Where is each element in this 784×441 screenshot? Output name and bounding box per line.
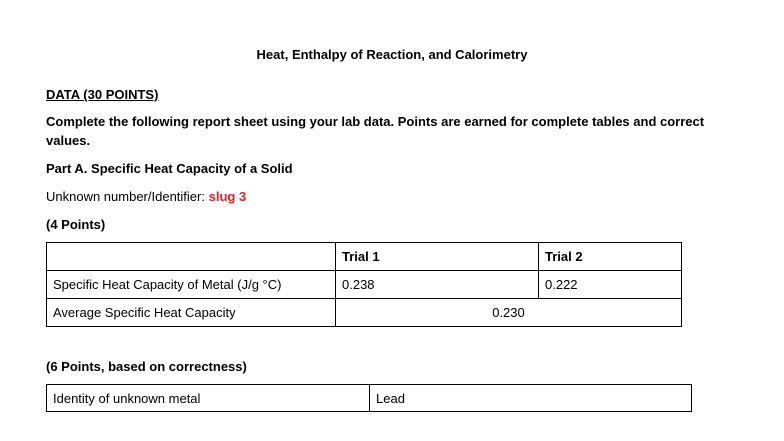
trial-2-value: 0.222	[539, 271, 682, 299]
instructions-line-2: values.	[46, 133, 91, 148]
header-empty-cell	[47, 243, 336, 271]
unknown-identifier-line	[46, 189, 246, 204]
instructions-line-1: Complete the following report sheet using your lab data. Points are earned for complete tables and correct	[46, 114, 705, 129]
average-value: 0.230	[336, 299, 682, 327]
data-heading: DATA (30 POINTS)	[46, 87, 159, 102]
points-6-label: (6 Points, based on correctness)	[46, 359, 247, 374]
part-a-heading: Part A. Specific Heat Capacity of a Solid	[46, 161, 293, 176]
table-row	[47, 299, 682, 327]
specific-heat-table	[46, 242, 682, 327]
metal-identity-table	[46, 384, 692, 412]
table-row	[47, 271, 682, 299]
table-row	[47, 385, 692, 412]
header-trial-1: Trial 1	[336, 243, 539, 271]
trial-1-value: 0.238	[336, 271, 539, 299]
row-label-specific-heat: Specific Heat Capacity of Metal (J/g °C)	[47, 271, 336, 299]
row-label-average: Average Specific Heat Capacity	[47, 299, 336, 327]
table-header-row	[47, 243, 682, 271]
identity-value: Lead	[370, 385, 692, 412]
header-trial-2: Trial 2	[539, 243, 682, 271]
points-4-label: (4 Points)	[46, 217, 106, 232]
unknown-value: slug 3	[208, 189, 247, 204]
unknown-label: Unknown number/Identifier:	[46, 189, 205, 204]
page-title: Heat, Enthalpy of Reaction, and Calorimetry	[256, 47, 528, 62]
identity-label: Identity of unknown metal	[47, 385, 370, 412]
